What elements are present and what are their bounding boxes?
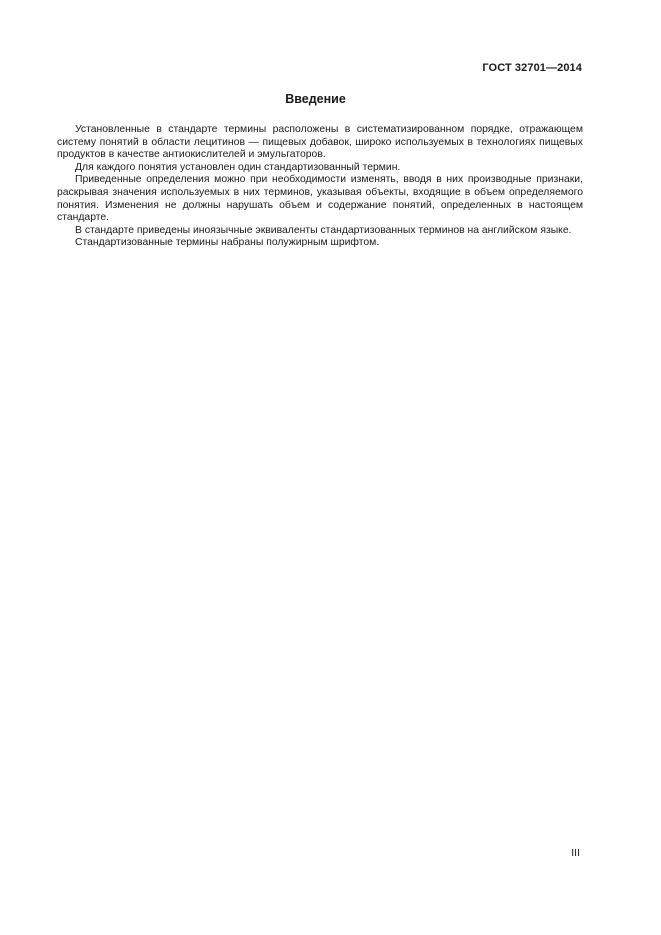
paragraph: Для каждого понятия установлен один стандартизованный термин. [75, 161, 401, 173]
document-code: ГОСТ 32701—2014 [482, 62, 582, 74]
paragraph: В стандарте приведены иноязычные эквиваленты стандартизованных терминов на английском языке. [75, 224, 572, 236]
paragraph: Приведенные определения можно при необходимости изменять, вводя в них производные признаки, раскрывая значения используемых в них терминов, указывая объекты, входящие в объем определяемого понятия. Изменения не должны нарушать объем и содержание понятий, определенных в настоящем стандарте. [57, 174, 583, 224]
section-title: Введение [285, 92, 346, 106]
paragraph: Стандартизованные термины набраны полужирным шрифтом. [75, 237, 380, 249]
paragraph: Установленные в стандарте термины расположены в систематизированном порядке, отражающем систему понятий в области лецитинов — пищевых добавок, широко используемых в технологиях пищевых продуктов в качестве антиокислителей и эмульгаторов. [57, 124, 583, 161]
introduction-text [57, 124, 583, 250]
page-number: III [571, 847, 580, 859]
